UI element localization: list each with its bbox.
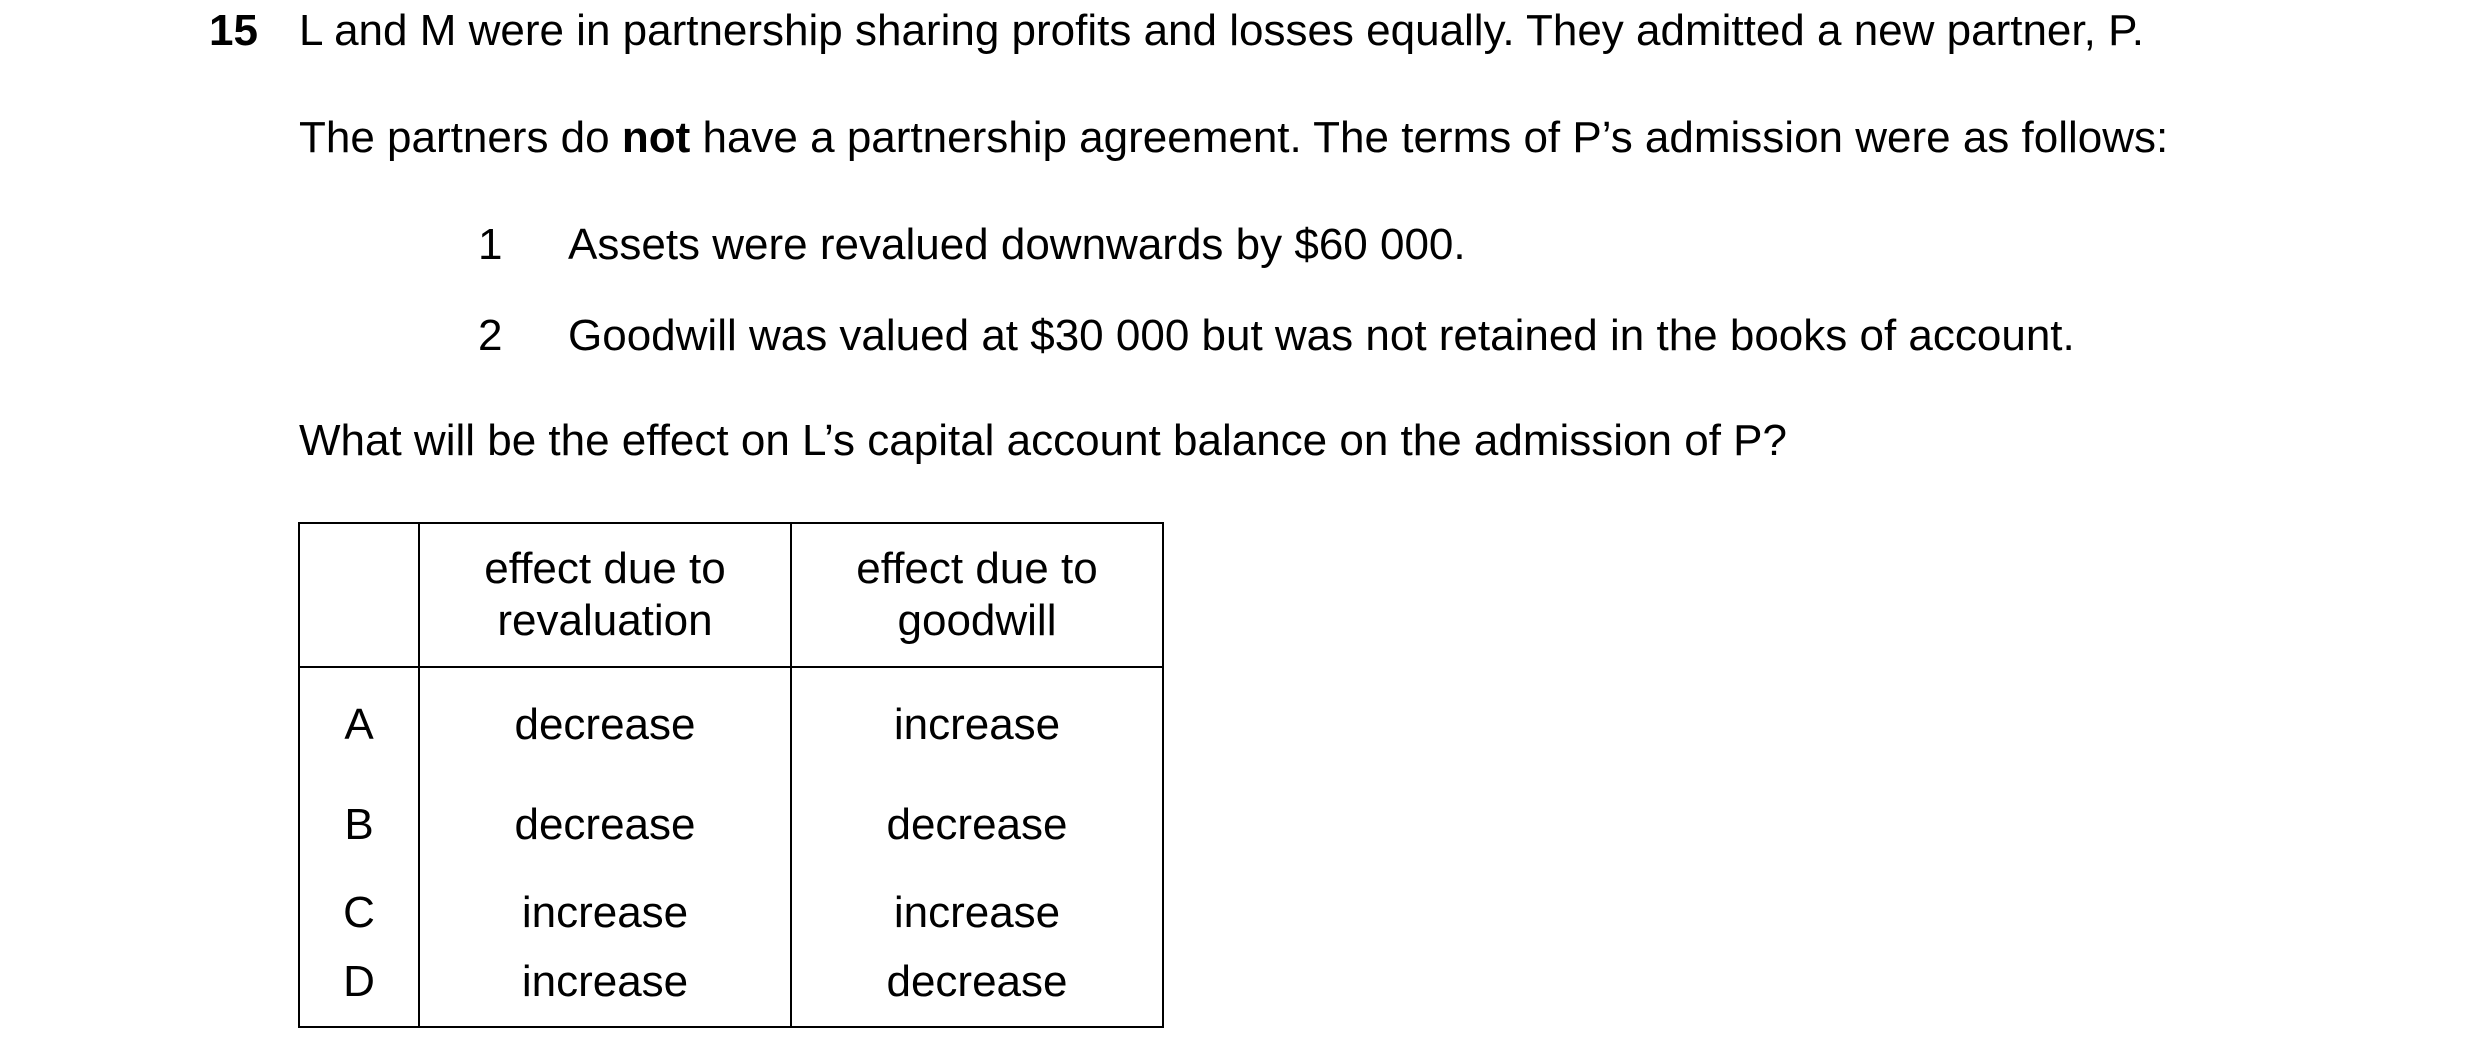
option-goodwill-effect: decrease: [791, 781, 1163, 869]
stem-line-2-emphasis: not: [621, 113, 691, 162]
header-revaluation-line-2: revaluation: [497, 596, 713, 645]
question-prompt: What will be the effect on L’s capital account balance on the admission of P?: [299, 416, 1787, 465]
header-goodwill: [791, 523, 1163, 667]
option-row-b: [299, 781, 1163, 869]
option-revaluation-effect: decrease: [419, 667, 791, 781]
option-revaluation-effect: increase: [419, 957, 791, 1027]
option-letter: B: [299, 781, 419, 869]
term-1-text: Assets were revalued downwards by $60 000.: [568, 220, 1466, 269]
question-number: 15: [209, 6, 258, 55]
option-letter: A: [299, 667, 419, 781]
header-revaluation: [419, 523, 791, 667]
option-row-c: [299, 869, 1163, 957]
header-goodwill-line-2: goodwill: [897, 596, 1057, 645]
option-goodwill-effect: increase: [791, 869, 1163, 957]
stem-line-2-end: have a partnership agreement. The terms of P’s admission were as follows:: [690, 113, 2169, 162]
option-letter: D: [299, 957, 419, 1027]
option-letter: C: [299, 869, 419, 957]
header-blank-cell: [299, 523, 419, 667]
stem-line-2-start: The partners do: [299, 113, 622, 162]
term-1-number: 1: [478, 220, 503, 269]
option-goodwill-effect: increase: [791, 667, 1163, 781]
option-row-d: [299, 957, 1163, 1027]
option-revaluation-effect: decrease: [419, 781, 791, 869]
option-goodwill-effect: decrease: [791, 957, 1163, 1027]
option-row-a: [299, 667, 1163, 781]
header-goodwill-line-1: effect due to: [856, 544, 1098, 593]
header-revaluation-line-1: effect due to: [484, 544, 726, 593]
table-header-row: [299, 523, 1163, 667]
term-2-number: 2: [478, 311, 503, 360]
term-2-text: Goodwill was valued at $30 000 but was not retained in the books of account.: [568, 311, 2075, 360]
answer-options-table: [298, 522, 1164, 1028]
question-stem-line-2: [299, 113, 2168, 163]
question-stem-line-1: L and M were in partnership sharing profits and losses equally. They admitted a new partner, P.: [299, 6, 2144, 55]
option-revaluation-effect: increase: [419, 869, 791, 957]
